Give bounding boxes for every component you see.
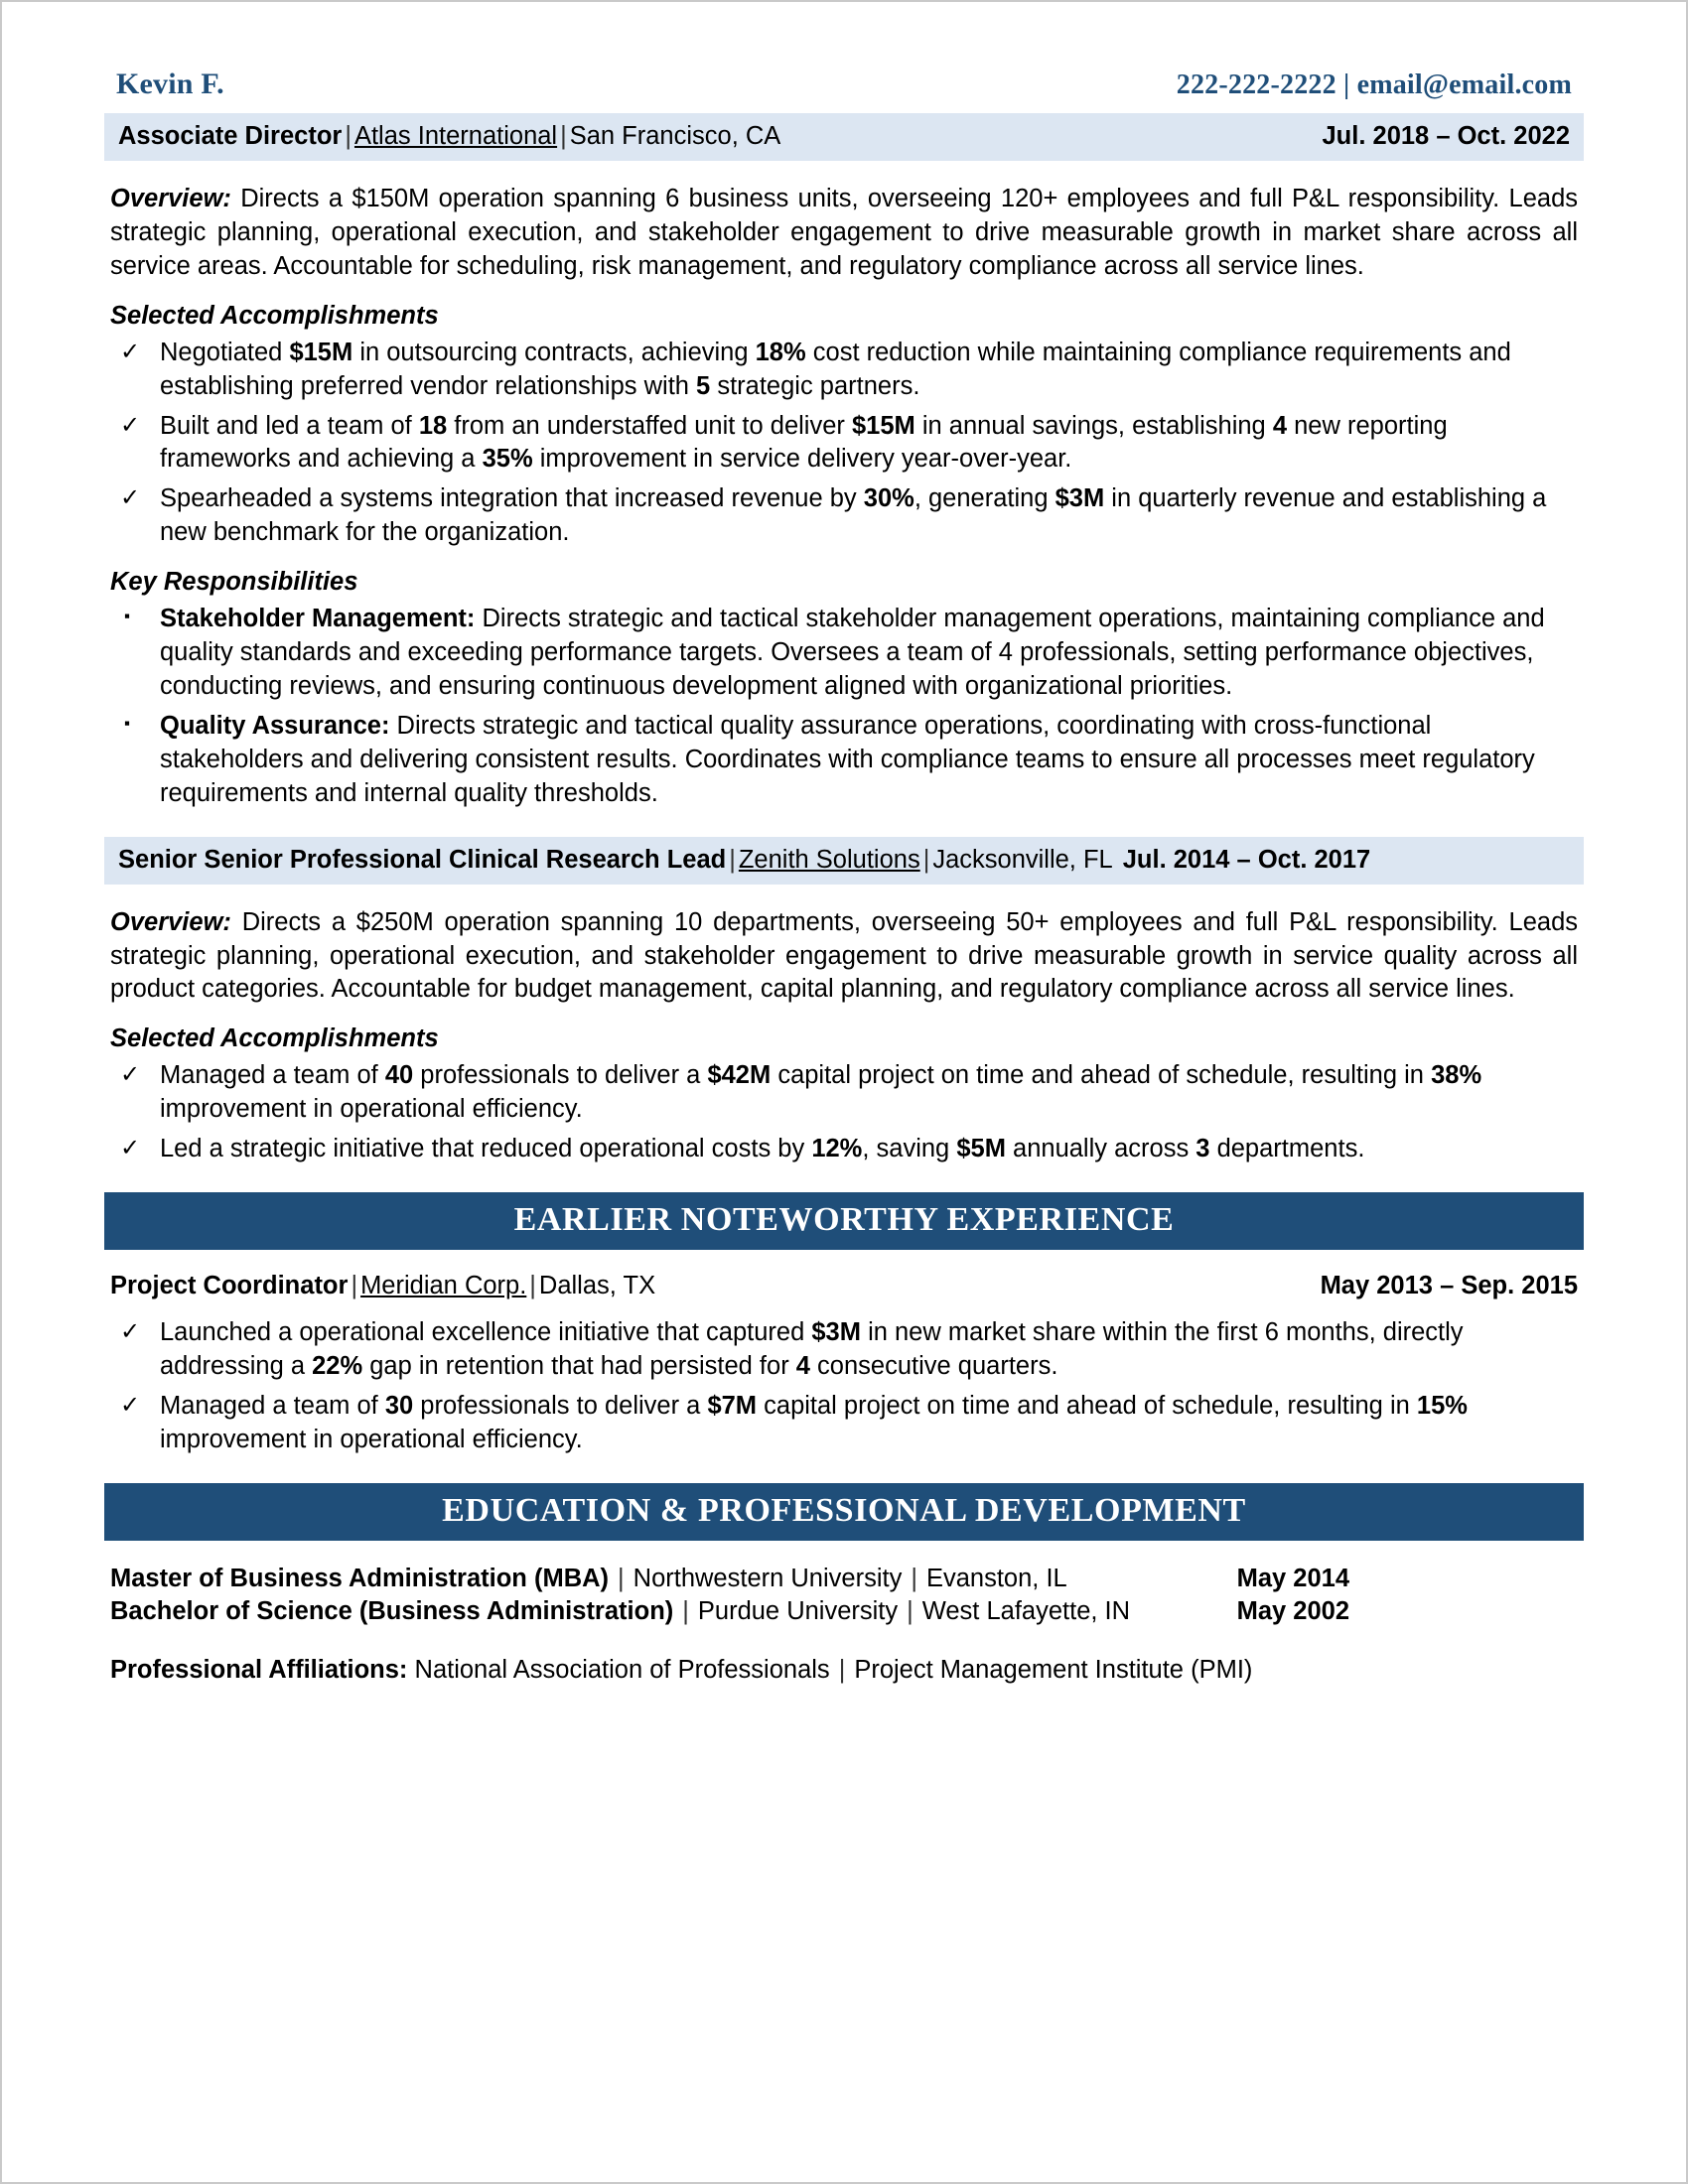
- affiliations-label: Professional Affiliations:: [110, 1655, 408, 1684]
- separator: |: [907, 1596, 914, 1625]
- overview-label: Overview:: [110, 907, 231, 936]
- job-overview: [110, 906, 1578, 1008]
- list-item-text: Managed a team of 30 professionals to deliver a $7M capital project on time and ahead of schedule, resulting in 15% improvement in operational efficiency.: [160, 1391, 1468, 1453]
- affiliation-item: Project Management Institute (PMI): [854, 1655, 1253, 1684]
- section-banner-earlier-experience: EARLIER NOTEWORTHY EXPERIENCE: [104, 1192, 1584, 1250]
- list-item: [116, 410, 1578, 478]
- job-title: Senior Senior Professional Clinical Research Lead: [118, 845, 727, 874]
- separator: |: [529, 1272, 536, 1300]
- check-icon: ✓: [120, 1318, 141, 1346]
- responsibilities-list: [104, 603, 1584, 810]
- job-location: Jacksonville, FL: [932, 845, 1113, 874]
- list-item-text: Managed a team of 40 professionals to deliver a $42M capital project on time and ahead of schedule, resulting in 38% improvement in operational efficiency.: [160, 1061, 1482, 1124]
- check-icon: ✓: [120, 1135, 141, 1162]
- overview-text: Directs a $250M operation spanning 10 departments, overseeing 50+ employees and full P&L responsibility. Leads strategic planning, operational execution, and stakeholder engagement to drive measurable growth in service quality across all product categories. Accountable for budget management, capital planning, and regulatory compliance across all service lines.: [110, 907, 1578, 1004]
- list-item-text: Spearheaded a systems integration that increased revenue by 30%, generating $3M in quarterly revenue and establishing a new benchmark for the organization.: [160, 484, 1547, 547]
- separator: |: [838, 1655, 846, 1684]
- job-company: Zenith Solutions: [738, 845, 920, 874]
- job-heading: [118, 122, 780, 151]
- earlier-role-title: Project Coordinator: [110, 1272, 349, 1300]
- contact-info: 222-222-2222 | email@email.com: [1176, 69, 1572, 100]
- list-item: [116, 1133, 1578, 1166]
- earlier-role-location: Dallas, TX: [538, 1272, 656, 1300]
- list-item-text: Built and led a team of 18 from an understaffed unit to deliver $15M in annual savings, establishing 4 new reporting frameworks and achieving a 35% improvement in service delivery year-over-year.: [160, 411, 1448, 474]
- earlier-role-company: Meridian Corp.: [360, 1272, 527, 1300]
- responsibility-text: Directs strategic and tactical quality assurance operations, coordinating with cross-functional stakeholders and delivering consistent results. Coordinates with compliance teams to ensure all processes meet regulatory requirements and internal quality thresholds.: [160, 711, 1535, 807]
- earlier-role-dates: May 2013 – Sep. 2015: [1320, 1272, 1578, 1300]
- section-banner-education: EDUCATION & PROFESSIONAL DEVELOPMENT: [104, 1483, 1584, 1541]
- resume-header: [104, 68, 1584, 109]
- job-title-bar: [104, 837, 1584, 885]
- earlier-role-heading: [110, 1272, 655, 1300]
- job-title: Associate Director: [118, 122, 343, 150]
- education-entry-main: [110, 1597, 1130, 1626]
- separator: |: [682, 1596, 689, 1625]
- separator: |: [618, 1564, 625, 1592]
- list-item: [116, 337, 1578, 404]
- education-institution: Northwestern University: [633, 1564, 903, 1592]
- list-item: [116, 1059, 1578, 1127]
- separator: |: [345, 122, 352, 150]
- education-location: Evanston, IL: [925, 1564, 1067, 1592]
- accomplishments-list: [104, 1059, 1584, 1166]
- check-icon: ✓: [120, 411, 141, 439]
- accomplishments-heading: Selected Accomplishments: [110, 301, 439, 330]
- education-degree: Master of Business Administration (MBA): [110, 1564, 610, 1592]
- check-icon: ✓: [120, 1391, 141, 1419]
- responsibility-label: Stakeholder Management:: [160, 605, 476, 633]
- candidate-name: Kevin F.: [116, 68, 224, 100]
- square-bullet-icon: ▪: [124, 607, 131, 626]
- accomplishments-list: [104, 337, 1584, 550]
- job-title-bar: [104, 113, 1584, 161]
- job-dates: Jul. 2014 – Oct. 2017: [1122, 845, 1371, 874]
- list-item: [116, 1390, 1578, 1457]
- check-icon: ✓: [120, 1061, 141, 1089]
- education-institution: Purdue University: [697, 1596, 899, 1625]
- responsibility-label: Quality Assurance:: [160, 711, 390, 740]
- list-item-text: Led a strategic initiative that reduced operational costs by 12%, saving $5M annually across 3 departments.: [160, 1135, 1365, 1163]
- earlier-role-row: [110, 1272, 1578, 1300]
- affiliation-item: National Association of Professionals: [414, 1655, 830, 1684]
- education-entry: [110, 1597, 1578, 1626]
- responsibility-text: Directs strategic and tactical stakeholder management operations, maintaining compliance and quality standards and exceeding performance targets. Oversees a team of 4 professionals, setting performance objectives, conducting reviews, and ensuring continuous development aligned with organizational priorities.: [160, 605, 1545, 700]
- education-date: May 2002: [1236, 1596, 1349, 1625]
- separator: |: [351, 1272, 358, 1300]
- education-entry: [110, 1565, 1578, 1593]
- job-heading: [118, 846, 1113, 875]
- job-overview: [110, 183, 1578, 284]
- job-company: Atlas International: [353, 122, 558, 150]
- earlier-bullets-list: [104, 1316, 1584, 1457]
- overview-text: Directs a $150M operation spanning 6 business units, overseeing 120+ employees and full P&L responsibility. Leads strategic planning, operational execution, and stakeholder engagement to drive measurable growth in market share across all service areas. Accountable for scheduling, risk management, and regulatory compliance across all service lines.: [110, 185, 1578, 280]
- separator: |: [560, 122, 567, 150]
- responsibilities-heading: Key Responsibilities: [110, 568, 358, 597]
- list-item-text: Launched a operational excellence initiative that captured $3M in new market share within the first 6 months, directly addressing a 22% gap in retention that had persisted for 4 consecutive quarters.: [160, 1318, 1464, 1380]
- professional-affiliations: [110, 1656, 1578, 1685]
- accomplishments-heading: Selected Accomplishments: [110, 1024, 439, 1053]
- list-item-text: Negotiated $15M in outsourcing contracts, achieving 18% cost reduction while maintaining compliance requirements and establishing preferred vendor relationships with 5 strategic partners.: [160, 338, 1511, 400]
- check-icon: ✓: [120, 484, 141, 512]
- job-location: San Francisco, CA: [569, 122, 781, 150]
- education-location: West Lafayette, IN: [921, 1596, 1131, 1625]
- square-bullet-icon: ▪: [124, 713, 131, 733]
- overview-label: Overview:: [110, 185, 231, 212]
- separator: |: [922, 845, 930, 874]
- list-item: [116, 482, 1578, 550]
- separator: |: [911, 1564, 917, 1592]
- list-item: [116, 603, 1578, 704]
- separator: |: [729, 845, 736, 874]
- list-item: [116, 710, 1578, 811]
- education-degree: Bachelor of Science (Business Administration): [110, 1596, 674, 1625]
- check-icon: ✓: [120, 338, 141, 365]
- education-date: May 2014: [1236, 1564, 1349, 1592]
- education-entry-main: [110, 1565, 1067, 1593]
- list-item: [116, 1316, 1578, 1384]
- job-dates: Jul. 2018 – Oct. 2022: [1322, 122, 1570, 150]
